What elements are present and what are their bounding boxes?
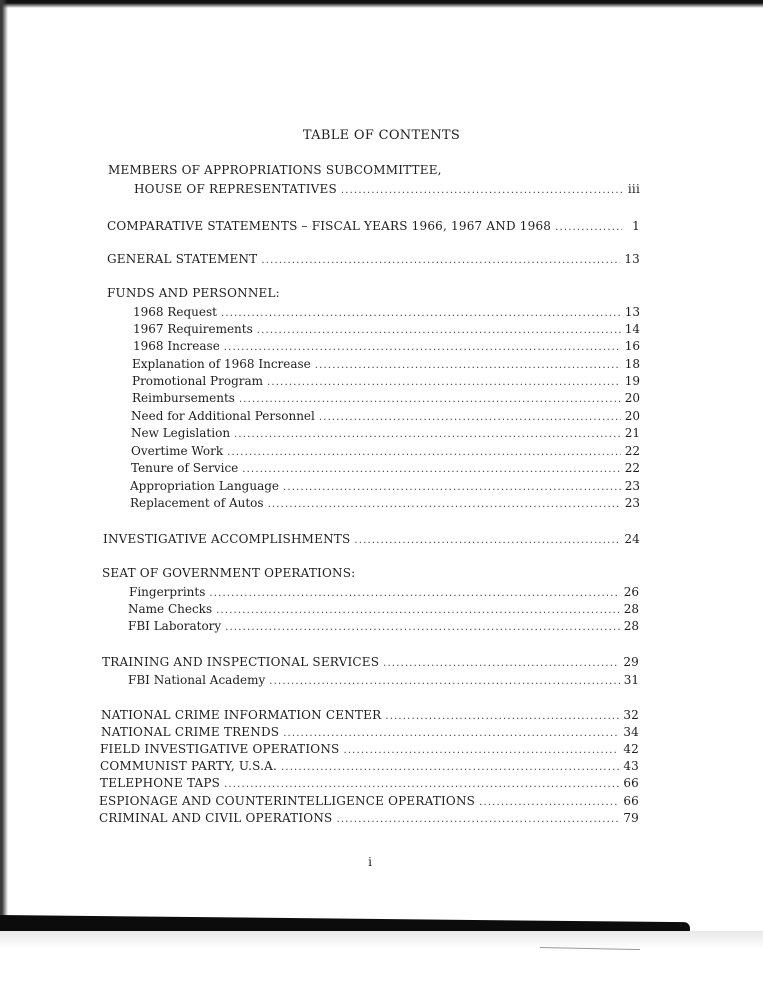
- leader-dots: [216, 603, 620, 619]
- toc-entry-page: 34: [623, 725, 639, 739]
- toc-entry-page: 18: [624, 357, 640, 371]
- toc-entry-page: 20: [624, 409, 640, 423]
- toc-entry-page: 43: [623, 759, 639, 773]
- toc-entry-page: 29: [623, 655, 639, 669]
- toc-entry-label: 1968 Increase: [133, 339, 220, 353]
- toc-entry: [131, 425, 640, 441]
- toc-entry-page: 24: [624, 532, 640, 546]
- toc-entry-page: 23: [624, 479, 640, 493]
- leader-dots: [354, 533, 620, 549]
- toc-entry: [132, 356, 640, 372]
- toc-entry-label: Explanation of 1968 Increase: [132, 357, 311, 371]
- leader-dots: [224, 340, 621, 356]
- toc-entry: [128, 672, 639, 688]
- leader-dots: [269, 674, 619, 690]
- toc-entry: [130, 495, 640, 511]
- toc-entry-page: 22: [624, 444, 640, 458]
- toc-entry-label: Need for Additional Personnel: [131, 409, 315, 423]
- leader-dots: [343, 743, 619, 759]
- toc-entry-page: 13: [624, 252, 640, 266]
- toc-section-funds: FUNDS AND PERSONNEL:: [107, 286, 280, 300]
- toc-entry: [101, 707, 639, 723]
- leader-dots: [268, 497, 621, 513]
- toc-entry-label: Promotional Program: [132, 374, 264, 388]
- leader-dots: [221, 306, 621, 322]
- leader-dots: [555, 220, 622, 236]
- toc-entry: [130, 478, 640, 494]
- toc-entry-page: 16: [624, 339, 640, 353]
- leader-dots: [234, 427, 621, 443]
- toc-entry-page: 13: [624, 305, 640, 319]
- toc-entry: [132, 373, 640, 389]
- toc-entry-label: ESPIONAGE AND COUNTERINTELLIGENCE OPERATIONS: [99, 794, 476, 808]
- toc-entry-page: 28: [623, 602, 639, 616]
- page-number: i: [368, 855, 372, 869]
- toc-entry-label: NATIONAL CRIME TRENDS: [101, 725, 280, 739]
- toc-entry-page: 23: [624, 496, 640, 510]
- leader-dots: [281, 760, 619, 776]
- toc-entry-label: NATIONAL CRIME INFORMATION CENTER: [101, 708, 382, 722]
- leader-dots: [261, 253, 620, 269]
- leader-dots: [283, 726, 619, 742]
- toc-entry-label: Tenure of Service: [131, 461, 239, 475]
- leader-dots: [239, 392, 621, 408]
- toc-entry-page: 21: [624, 426, 640, 440]
- toc-entry-page: 19: [624, 374, 640, 388]
- toc-entry: [128, 618, 639, 634]
- toc-entry: [100, 775, 639, 791]
- toc-entry-page: 66: [623, 794, 639, 808]
- toc-entry-label: CRIMINAL AND CIVIL OPERATIONS: [99, 811, 333, 825]
- toc-entry: [101, 724, 639, 740]
- toc-entry-page: 20: [624, 391, 640, 405]
- toc-entry: [133, 338, 640, 354]
- leader-dots: [341, 183, 622, 199]
- toc-entry-general: [107, 251, 640, 267]
- leader-dots: [242, 462, 620, 478]
- toc-entry-label: TELEPHONE TAPS: [100, 776, 221, 790]
- toc-entry-label: TRAINING AND INSPECTIONAL SERVICES: [102, 655, 380, 669]
- toc-entry: [132, 390, 640, 406]
- toc-entry-page: 79: [623, 811, 639, 825]
- toc-entry-label: COMPARATIVE STATEMENTS – FISCAL YEARS 1966, 1967 AND 1968: [107, 219, 552, 233]
- toc-entry: [131, 408, 640, 424]
- toc-entry-label: 1967 Requirements: [133, 322, 253, 336]
- toc-entry-page: 28: [623, 619, 639, 633]
- toc-entry: [131, 443, 640, 459]
- toc-entry-label: 1968 Request: [133, 305, 217, 319]
- document-title: TABLE OF CONTENTS: [302, 128, 461, 143]
- leader-dots: [225, 620, 620, 636]
- toc-entry: [100, 741, 639, 757]
- leader-dots: [267, 375, 621, 391]
- toc-entry-page: 31: [623, 673, 639, 687]
- toc-entry: [131, 460, 640, 476]
- toc-entry-page: 32: [623, 708, 639, 722]
- toc-entry: [99, 810, 639, 826]
- toc-members-line1: MEMBERS OF APPROPRIATIONS SUBCOMMITTEE,: [108, 163, 442, 177]
- leader-dots: [383, 656, 619, 672]
- toc-entry-label: Fingerprints: [129, 585, 206, 599]
- leader-dots: [257, 323, 621, 339]
- toc-entry-label: GENERAL STATEMENT: [107, 252, 258, 266]
- leader-dots: [385, 709, 619, 725]
- leader-dots: [227, 445, 621, 461]
- toc-entry: [99, 793, 639, 809]
- toc-entry-investigative: [103, 531, 640, 547]
- leader-dots: [319, 410, 621, 426]
- toc-entry-page: 22: [624, 461, 640, 475]
- leader-dots: [224, 777, 619, 793]
- toc-entry-label: Overtime Work: [131, 444, 224, 458]
- toc-entry-label: INVESTIGATIVE ACCOMPLISHMENTS: [103, 532, 351, 546]
- toc-entry-page: 14: [624, 322, 640, 336]
- leader-dots: [479, 795, 619, 811]
- toc-entry-label: Replacement of Autos: [130, 496, 264, 510]
- leader-dots: [336, 812, 619, 828]
- toc-section-seat: SEAT OF GOVERNMENT OPERATIONS:: [102, 566, 356, 580]
- leader-dots: [315, 358, 621, 374]
- leader-dots: [209, 586, 619, 602]
- toc-entry-page: 26: [623, 585, 639, 599]
- toc-entry: [133, 304, 640, 320]
- toc-entry: [100, 758, 639, 774]
- toc-entry: [129, 584, 639, 600]
- toc-entry-page: 42: [623, 742, 639, 756]
- toc-entry-label: FIELD INVESTIGATIVE OPERATIONS: [100, 742, 340, 756]
- toc-entry-label: Name Checks: [128, 602, 213, 616]
- toc-entry-page: 1: [632, 219, 640, 233]
- toc-entry-label: Reimbursements: [132, 391, 235, 405]
- toc-entry-label: FBI Laboratory: [128, 619, 222, 633]
- toc-entry-label: New Legislation: [131, 426, 231, 440]
- toc-entry-comparative: [107, 218, 640, 234]
- toc-entry-page: iii: [627, 182, 640, 196]
- toc-entry-label: Appropriation Language: [130, 479, 280, 493]
- toc-entry-page: 66: [623, 776, 639, 790]
- leader-dots: [283, 480, 621, 496]
- toc-entry: [128, 601, 639, 617]
- toc-entry-training: [102, 654, 639, 670]
- toc-entry-label: HOUSE OF REPRESENTATIVES: [134, 182, 337, 196]
- toc-entry: [133, 321, 640, 337]
- scan-bottom-edge: [0, 931, 763, 990]
- toc-entry-label: FBI National Academy: [128, 673, 266, 687]
- toc-entry-members: [134, 181, 640, 197]
- toc-entry-label: COMMUNIST PARTY, U.S.A.: [100, 759, 277, 773]
